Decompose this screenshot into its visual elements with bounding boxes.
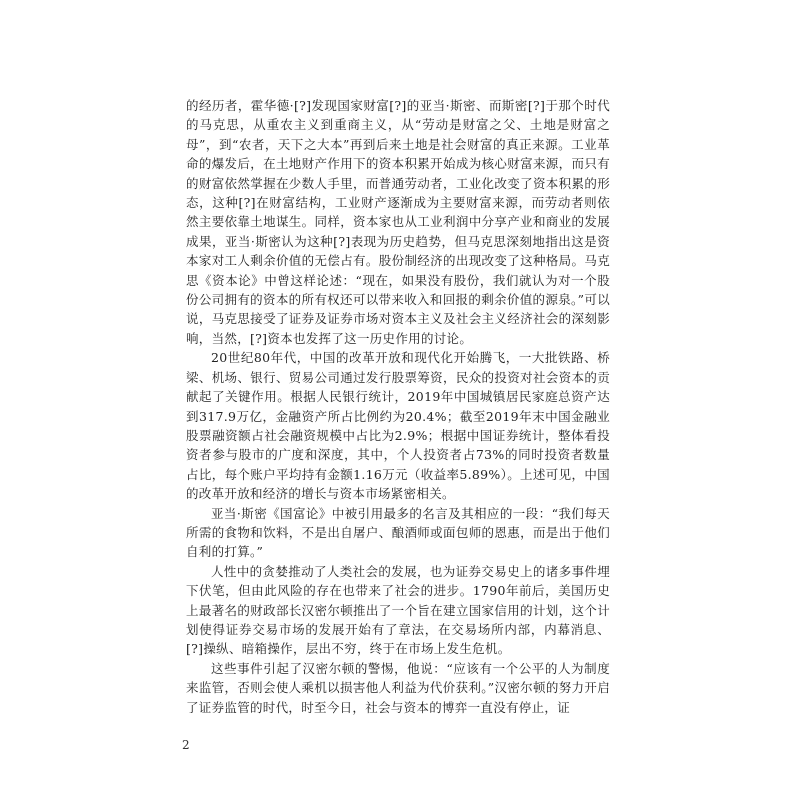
page-number: 2 [182, 738, 190, 752]
body-text [186, 96, 610, 717]
paragraph-4: 人性中的贪婪推动了人类社会的发展，也为证券交易史上的诸多事件埋下伏笔，但由此风险的存在也带来了社会的进步。1790年前后，美国历史上最著名的财政部长汉密尔顿推出了一个旨在建立国家信用的计划，这个计划使得证券交易市场的发展开始有了章法，在交易场所内部，内幕消息、[?]操纵、暗箱操作，层出不穷，终于在市场上发生危机。 [186, 563, 610, 657]
paragraph-1: 的经历者，霍华德·[?]发现国家财富[?]的亚当·斯密、而斯密[?]于那个时代的马克思，从重农主义到重商主义，从“劳动是财富之父、土地是财富之母”，到“农者，天下之大本”再到后来土地是社会财富的真正来源。工业革命的爆发后，在土地财产作用下的资本积累开始成为核心财富来源，而只有的财富依然掌握在少数人手里，而普通劳动者，工业化改变了资本积累的形态，这种[?]在财富结构，工业财产逐渐成为主要财富来源，而劳动者则依然主要依靠土地谋生。同样，资本家也从工业利润中分享产业和商业的发展成果，亚当·斯密认为这种[?]表现为历史趋势，但马克思深刻地指出这是资本家对工人剩余价值的无偿占有。股份制经济的出现改变了这种格局。马克思《资本论》中曾这样论述：“现在，如果没有股份，我们就认为对一个股份公司拥有的资本的所有权还可以带来收入和回报的剩余价值的源泉。”可以说，马克思接受了证券及证券市场对资本主义及社会主义经济社会的深刻影响，当然，[?]资本也发挥了这一历史作用的讨论。 [186, 98, 610, 346]
paragraph-5: 这些事件引起了汉密尔顿的警惕，他说：“应该有一个公平的人为制度来监管，否则会使人乘机以损害他人利益为代价获利。”汉密尔顿的努力开启了证券监管的时代，时至今日，社会与资本的博弈一直没有停止，证 [186, 660, 610, 715]
paragraph-2: 20世纪80年代，中国的改革开放和现代化开始腾飞，一大批铁路、桥梁、机场、银行、贸易公司通过发行股票筹资，民众的投资对社会资本的贡献起了关键作用。根据人民银行统计，2019年中国城镇居民家庭总资产达到317.9万亿，金融资产所占比例约为20.4%；截至2019年末中国金融业股票融资额占社会融资规模中占比为2.9%；根据中国证券统计，整体看投资者参与股市的广度和深度，其中，个人投资者占73%的同时投资者数量占比，每个账户平均持有金额1.16万元（收益率5.89%）。上述可见，中国的改革开放和经济的增长与资本市场紧密相关。 [186, 350, 610, 502]
paragraph-3: 亚当·斯密《国富论》中被引用最多的名言及其相应的一段：“我们每天所需的食物和饮料，不是出自屠户、酿酒师或面包师的恩惠，而是出于他们自利的打算。” [186, 505, 610, 560]
